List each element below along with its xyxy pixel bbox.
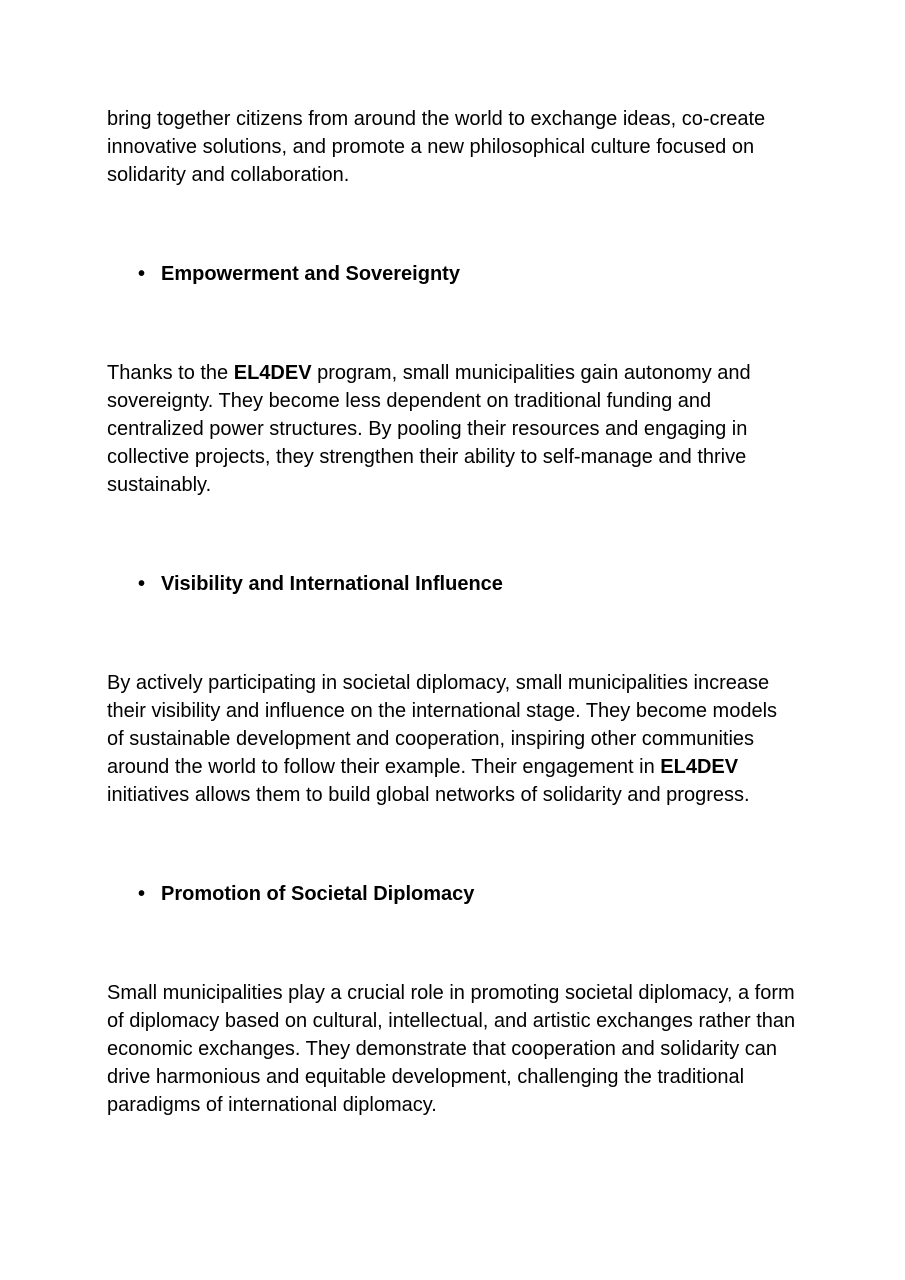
paragraph-visibility [107, 669, 798, 809]
bullet-item-visibility [107, 570, 798, 598]
bullet-heading-promotion: Promotion of Societal Diplomacy [161, 883, 475, 905]
el4dev-bold-text: EL4DEV [233, 362, 312, 384]
paragraph-empowerment-text-post: program, small municipalities gain autonomy and sovereignty. They become less dependent on traditional funding and centralized power structures. By pooling their resources and engaging in collective projects, they strengthen their ability to self-manage and thrive sustainably. [107, 362, 751, 496]
bullet-heading-visibility: Visibility and International Influence [161, 573, 503, 595]
paragraph-empowerment-text-pre: Thanks to the [107, 362, 234, 384]
bullet-item-promotion [107, 880, 798, 908]
bullet-heading-empowerment: Empowerment and Sovereignty [161, 263, 460, 285]
paragraph-visibility-text-post: initiatives allows them to build global networks of solidarity and progress. [107, 784, 750, 806]
paragraph-empowerment [107, 359, 798, 499]
bullet-icon: • [138, 883, 146, 905]
paragraph-promotion [107, 979, 798, 1119]
paragraph-intro-text: bring together citizens from around the world to exchange ideas, co-create innovative solutions, and promote a new philosophical culture focused on solidarity and collaboration. [107, 108, 766, 186]
bullet-item-empowerment [107, 260, 798, 288]
paragraph-intro [107, 105, 798, 189]
el4dev-bold-text: EL4DEV [660, 756, 739, 778]
paragraph-visibility-text-pre: By actively participating in societal diplomacy, small municipalities increase their visibility and influence on the international stage. They become models of sustainable development and cooperation, inspiring other communities around the world to follow their example. Their engagement in [107, 672, 778, 778]
bullet-icon: • [138, 573, 146, 595]
paragraph-promotion-text: Small municipalities play a crucial role in promoting societal diplomacy, a form of diplomacy based on cultural, intellectual, and artistic exchanges rather than economic exchanges. They demonstrate that cooperation and solidarity can drive harmonious and equitable development, challenging the traditional paradigms of international diplomacy. [107, 982, 796, 1116]
bullet-icon: • [138, 263, 146, 285]
